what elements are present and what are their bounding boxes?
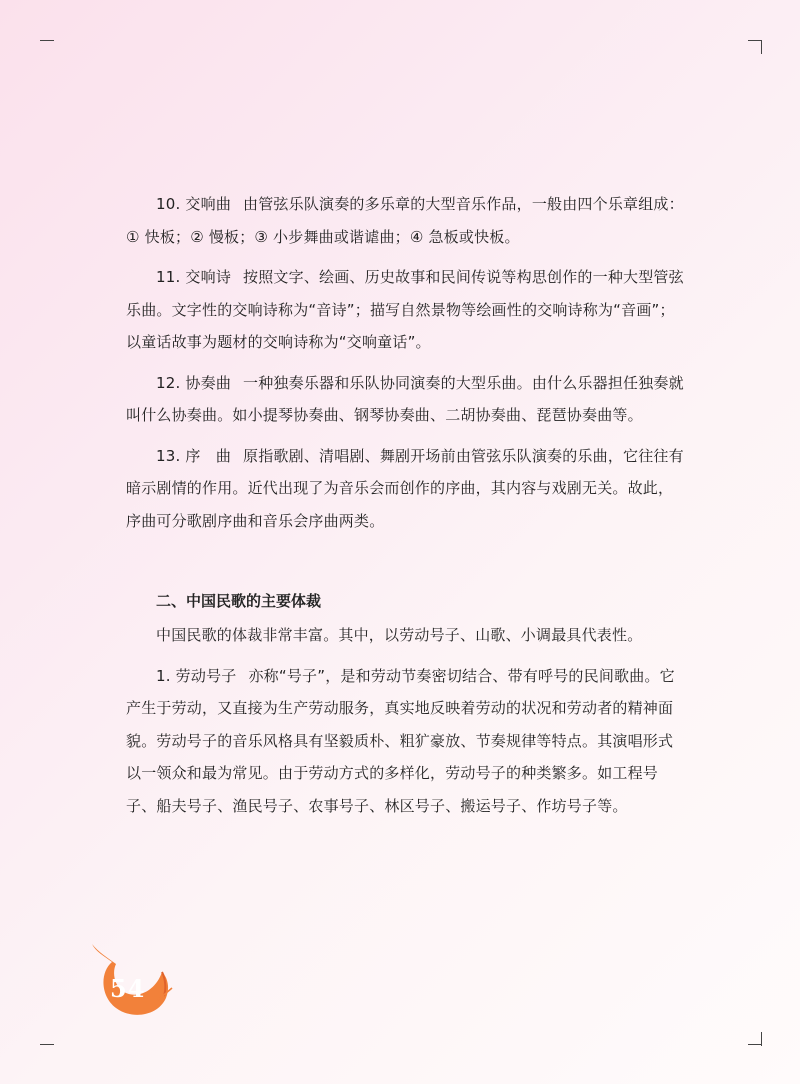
- term-concerto: 12. 协奏曲: [156, 373, 232, 392]
- crop-mark-bottom-right-v: [761, 1032, 762, 1046]
- definition-symphony: 由管弦乐队演奏的多乐章的大型音乐作品，一般由四个乐章组成：① 快板；② 慢板；③ 小步舞曲或谐谑曲；④ 急板或快板。: [126, 195, 684, 246]
- paragraph-concerto: [126, 367, 686, 432]
- term-symphonic-poem: 11. 交响诗: [156, 268, 232, 286]
- term-symphony: 10. 交响曲: [156, 195, 232, 213]
- definition-symphonic-poem: 按照文字、绘画、历史故事和民间传说等构思创作的一种大型管弦乐曲。文字性的交响诗称为“音诗”；描写自然景物等绘画性的交响诗称为“音画”；以童话故事为题材的交响诗称为“交响童话”。: [126, 268, 684, 351]
- definition-overture: 原指歌剧、清唱剧、舞剧开场前由管弦乐队演奏的乐曲，它往往有暗示剧情的作用。近代出现了为音乐会而创作的序曲，其内容与戏剧无关。故此，序曲可分歌剧序曲和音乐会序曲两类。: [126, 446, 684, 530]
- section-heading: 二、中国民歌的主要体裁: [156, 592, 322, 610]
- crop-mark-bottom-right-h: [748, 1044, 762, 1045]
- page-number: 54: [110, 974, 146, 1003]
- crop-mark-top-right-v: [761, 40, 762, 54]
- term-work-chant: 1. 劳动号子: [156, 666, 237, 685]
- term-overture: 13. 序 曲: [156, 446, 232, 465]
- definition-work-chant: 亦称“号子”，是和劳动节奏密切结合、带有呼号的民间歌曲。它产生于劳动，又直接为生产劳动服务，真实地反映着劳动的状况和劳动者的精神面貌。劳动号子的音乐风格具有坚毅质朴、粗犷豪放、节奏规律等特点。其演唱形式以一领众和最为常见。由于劳动方式的多样化，劳动号子的种类繁多。如工程号子、船夫号子、渔民号子、农事号子、林区号子、搬运号子、作坊号子等。: [126, 666, 675, 815]
- section-intro: 中国民歌的体裁非常丰富。其中，以劳动号子、山歌、小调最具代表性。: [156, 626, 643, 644]
- paragraph-overture: [126, 440, 686, 538]
- crop-mark-bottom-left: [40, 1044, 54, 1045]
- crop-mark-top-left: [40, 40, 54, 41]
- paragraph-symphonic-poem: [126, 261, 686, 359]
- page-content: [126, 188, 686, 822]
- definition-concerto: 一种独奏乐器和乐队协同演奏的大型乐曲。由什么乐器担任独奏就叫什么协奏曲。如小提琴协奏曲、钢琴协奏曲、二胡协奏曲、琵琶协奏曲等。: [126, 373, 684, 424]
- paragraph-symphony: [126, 188, 686, 253]
- crop-mark-top-right-h: [748, 40, 762, 41]
- paragraph-work-chant: [126, 660, 686, 823]
